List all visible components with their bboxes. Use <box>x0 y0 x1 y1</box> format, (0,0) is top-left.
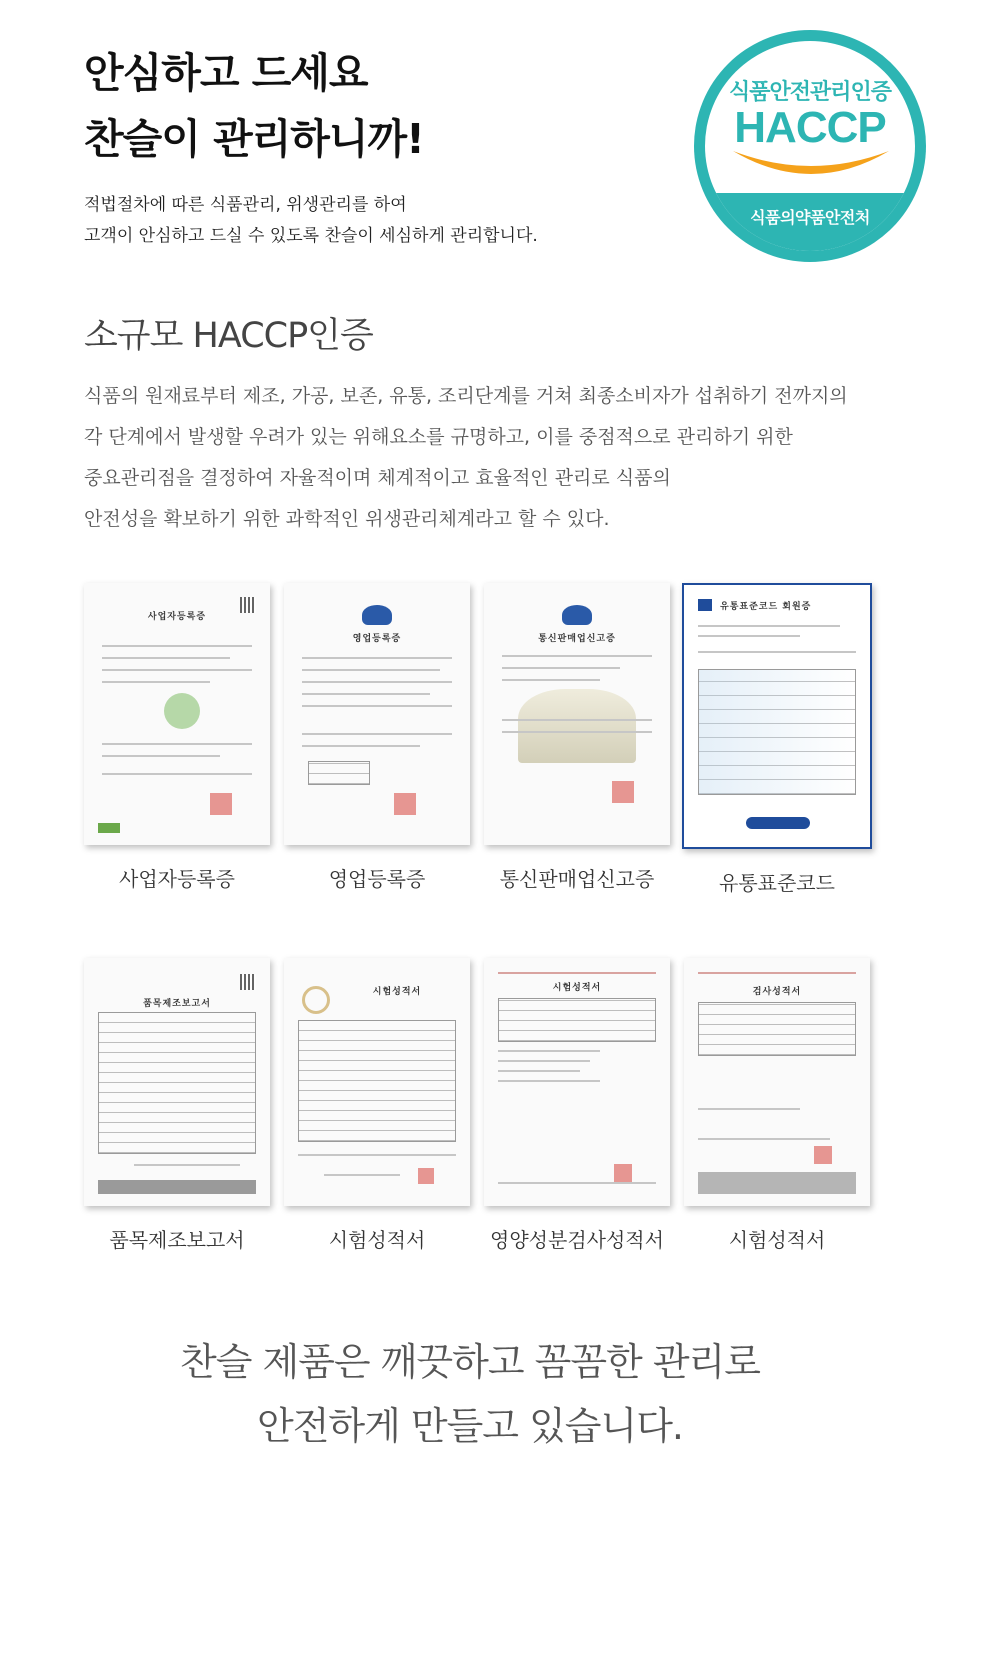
official-seal-icon <box>418 1168 434 1184</box>
hero-title <box>84 40 424 172</box>
certificate-item[interactable] <box>682 958 872 1253</box>
closing-line1: 찬슬 제품은 깨끗하고 꼼꼼한 관리로 <box>180 1340 760 1384</box>
official-seal-icon <box>614 1164 632 1182</box>
hero-desc-line2: 고객이 안심하고 드실 수 있도록 찬슬이 세심하게 관리합니다. <box>84 226 538 246</box>
certificate-doc-title: 사업자등록증 <box>147 612 207 622</box>
certificate-label: 시험성적서 <box>728 1228 826 1252</box>
hero-description <box>84 190 538 252</box>
certificate-doc-title: 시험성적서 <box>552 983 602 993</box>
certificate-item[interactable] <box>482 583 672 892</box>
certificate-label: 시험성적서 <box>328 1228 426 1252</box>
certificate-label: 통신판매업신고증 <box>499 867 655 891</box>
certificate-doc-title: 품목제조보고서 <box>143 999 211 1009</box>
certificate-doc-title: 시험성적서 <box>372 987 422 997</box>
certificate-label: 사업자등록증 <box>119 867 235 891</box>
certificate-item[interactable] <box>482 958 672 1253</box>
certificate-label: 품목제조보고서 <box>109 1228 245 1252</box>
haccp-badge-main-text: HACCP <box>734 103 886 152</box>
certificate-image[interactable] <box>84 583 270 845</box>
certificate-image[interactable] <box>84 958 270 1206</box>
certificate-label: 영양성분검사성적서 <box>490 1228 664 1252</box>
section-body-line2: 각 단계에서 발생할 우려가 있는 위해요소를 규명하고, 이를 중점적으로 관리하기 위한 <box>84 426 793 448</box>
official-seal-icon <box>210 793 232 815</box>
certificate-image[interactable] <box>682 583 872 849</box>
certificate-image[interactable] <box>684 958 870 1206</box>
section-body <box>84 376 964 540</box>
section-body-line4: 안전성을 확보하기 위한 과학적인 위생관리체계라고 할 수 있다. <box>84 508 610 530</box>
barcode-strip <box>698 1172 856 1194</box>
certificate-image[interactable] <box>484 958 670 1206</box>
logo-icon <box>98 823 120 833</box>
haccp-badge-agency: 식품의약품안전처 <box>750 208 870 227</box>
certificate-doc-title: 통신판매업신고증 <box>538 634 616 644</box>
section-title: 소규모 HACCP인증 <box>84 316 373 356</box>
section-body-line1: 식품의 원재료부터 제조, 가공, 보존, 유통, 조리단계를 거쳐 최종소비자가 섭취하기 전까지의 <box>84 385 848 407</box>
certificate-item[interactable] <box>82 583 272 892</box>
closing-message <box>0 1330 940 1458</box>
haccp-swoosh-icon <box>729 145 893 189</box>
official-seal-icon <box>394 793 416 815</box>
official-seal-icon <box>814 1146 832 1164</box>
certificate-image[interactable] <box>284 583 470 845</box>
hero-title-line2: 찬슬이 관리하니까! <box>84 115 424 163</box>
lab-logo-icon <box>302 986 330 1014</box>
certificate-item[interactable] <box>82 958 272 1253</box>
haccp-badge <box>694 30 926 262</box>
hero-title-line1: 안심하고 드세요 <box>84 49 368 97</box>
government-emblem-icon <box>562 605 592 625</box>
certificate-label: 영업등록증 <box>328 867 426 891</box>
certificate-item[interactable] <box>282 958 472 1253</box>
certificate-doc-title: 유통표준코드 회원증 <box>720 602 812 612</box>
section-body-line3: 중요관리점을 결정하여 자율적이며 체계적이고 효율적인 관리로 식품의 <box>84 467 671 489</box>
official-seal-icon <box>612 781 634 803</box>
certificate-doc-title: 영업등록증 <box>352 634 402 644</box>
haccp-badge-inner <box>705 41 915 251</box>
haccp-badge-top-text: 식품안전관리인증 <box>728 80 892 105</box>
watermark-image <box>518 689 636 763</box>
association-logo-icon <box>746 817 810 829</box>
certificate-doc-title: 검사성적서 <box>752 987 802 997</box>
flower-emblem-icon <box>164 693 200 729</box>
gs1-logo-icon <box>698 599 712 611</box>
certificate-item[interactable] <box>682 583 872 896</box>
haccp-badge-band <box>705 193 915 251</box>
barcode-strip <box>98 1180 256 1194</box>
government-emblem-icon <box>362 605 392 625</box>
certificate-item[interactable] <box>282 583 472 892</box>
certificate-label: 유통표준코드 <box>719 871 835 895</box>
certificate-image[interactable] <box>484 583 670 845</box>
closing-line2: 안전하게 만들고 있습니다. <box>256 1404 684 1448</box>
certificate-image[interactable] <box>284 958 470 1206</box>
hero-desc-line1: 적법절차에 따른 식품관리, 위생관리를 하여 <box>84 195 407 215</box>
qr-code-icon <box>240 974 256 990</box>
